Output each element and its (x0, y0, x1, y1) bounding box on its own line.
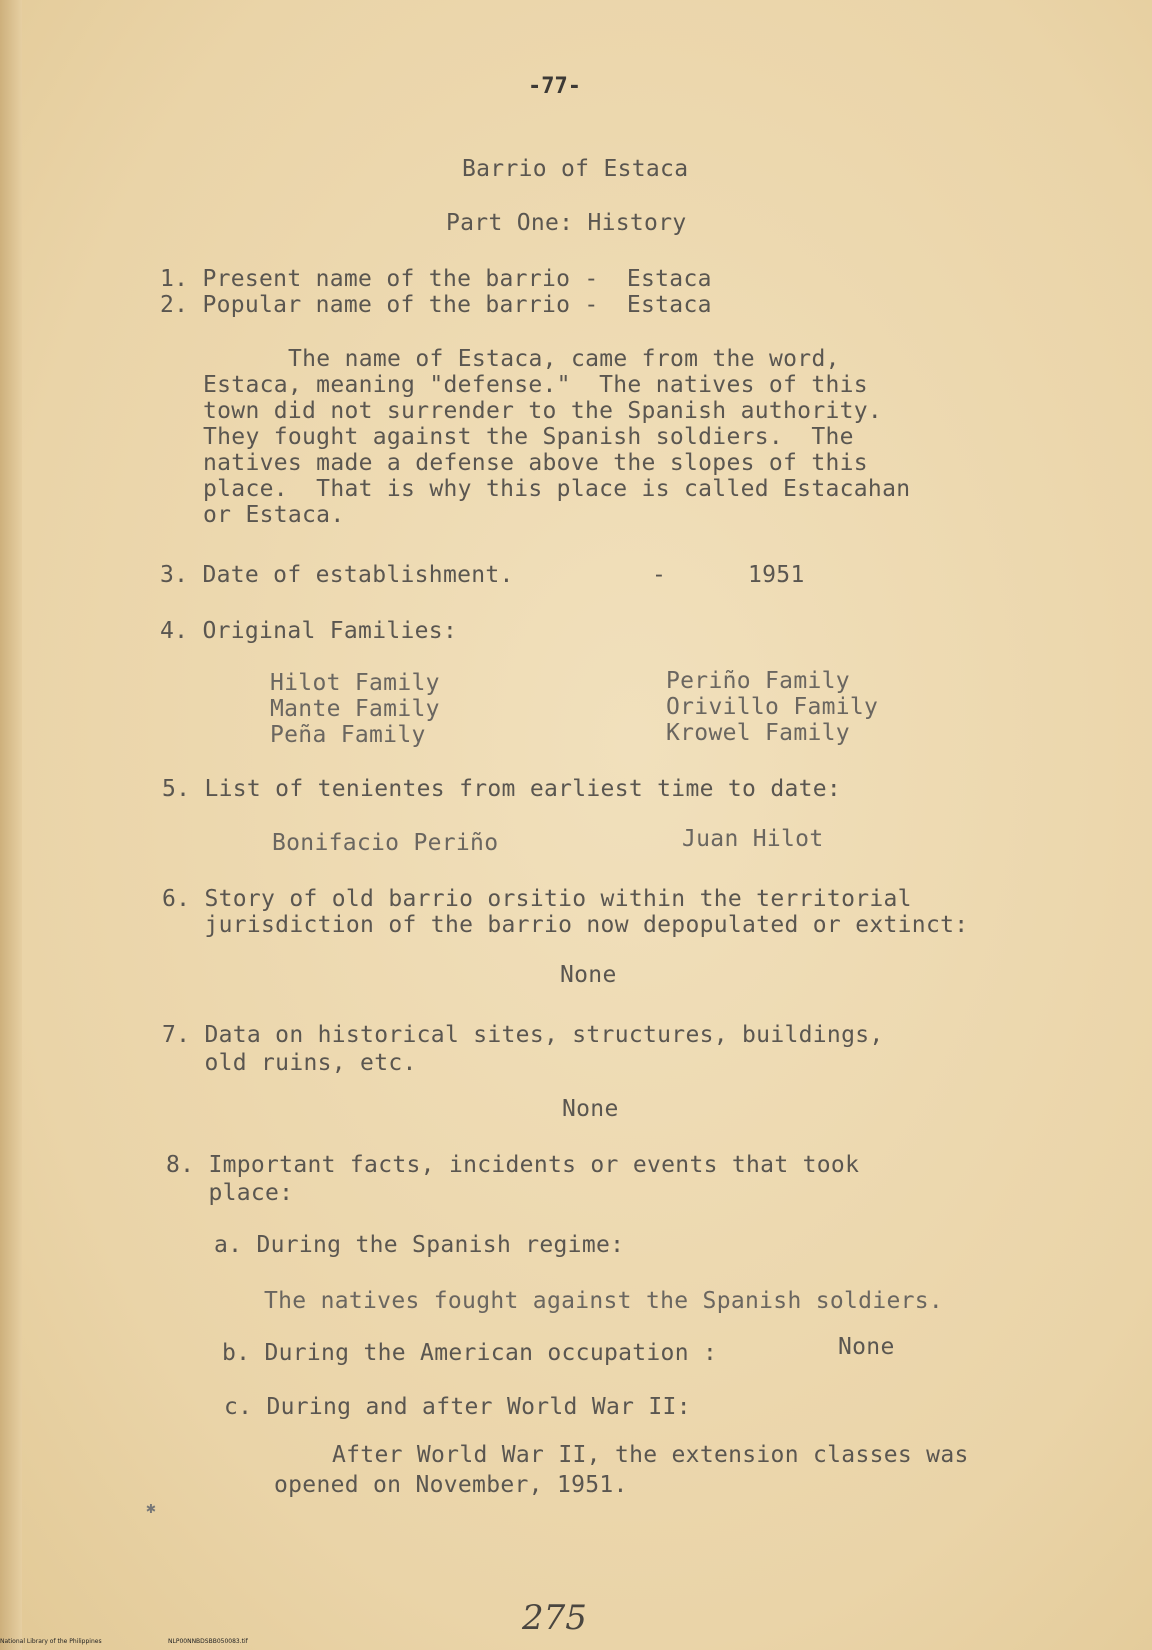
item-8c-text: After World War II, the extension classes was (332, 1442, 969, 1468)
item-7-answer: None (562, 1096, 619, 1122)
page-number-top: -77- (528, 74, 581, 99)
item-7-line: 7. Data on historical sites, structures, buildings, (162, 1022, 884, 1048)
item-6-line: 6. Story of old barrio orsitio within the territorial (162, 886, 912, 912)
footer-filename: NLP00NNBDSBB050083.tif (168, 1638, 248, 1645)
paragraph-line: place. That is why this place is called Estacahan (203, 476, 911, 502)
item-8a-text: The natives fought against the Spanish soldiers. (264, 1288, 944, 1314)
item-8c-text: opened on November, 1951. (274, 1472, 628, 1498)
page-binding-edge (0, 0, 22, 1650)
family-right: Krowel Family (666, 720, 850, 746)
item-7-line: old ruins, etc. (162, 1050, 417, 1076)
family-left: Hilot Family (270, 670, 440, 696)
item-4: 4. Original Families: (160, 618, 458, 644)
item-3-value: 1951 (748, 562, 805, 588)
item-8-line: 8. Important facts, incidents or events that took (166, 1152, 860, 1178)
item-3-label: 3. Date of establishment. (160, 562, 514, 588)
item-5: 5. List of tenientes from earliest time to date: (162, 776, 842, 802)
family-right: Periño Family (666, 668, 850, 694)
handwritten-page-number: 275 (522, 1598, 587, 1638)
document-title: Barrio of Estaca (462, 156, 689, 182)
item-8-line: place: (166, 1180, 294, 1206)
footer-library: National Library of the Philippines (0, 1638, 102, 1645)
paragraph-line: They fought against the Spanish soldiers. The (203, 424, 854, 450)
item-8c: c. During and after World War II: (224, 1394, 691, 1420)
family-left: Mante Family (270, 696, 440, 722)
item-8b-answer: None (838, 1334, 895, 1360)
item-3-dash: - (652, 562, 667, 588)
paragraph-line: or Estaca. (203, 502, 345, 528)
item-1: 1. Present name of the barrio - Estaca (160, 266, 712, 292)
family-right: Orivillo Family (666, 694, 879, 720)
teniente-name: Juan Hilot (682, 826, 824, 852)
item-8a: a. During the Spanish regime: (214, 1232, 625, 1258)
item-6-answer: None (560, 962, 617, 988)
item-6-line: jurisdiction of the barrio now depopulated or extinct: (162, 912, 969, 938)
paragraph-line: Estaca, meaning "defense." The natives of this (203, 372, 868, 398)
paragraph-line: The name of Estaca, came from the word, (288, 346, 840, 372)
margin-mark: ✱ (146, 1498, 156, 1517)
family-left: Peña Family (270, 722, 426, 748)
teniente-name: Bonifacio Periño (272, 830, 499, 856)
item-8b: b. During the American occupation : (222, 1340, 718, 1366)
paragraph-line: natives made a defense above the slopes of this (203, 450, 868, 476)
document-subtitle: Part One: History (446, 210, 687, 236)
paragraph-line: town did not surrender to the Spanish authority. (203, 398, 883, 424)
item-2: 2. Popular name of the barrio - Estaca (160, 292, 712, 318)
